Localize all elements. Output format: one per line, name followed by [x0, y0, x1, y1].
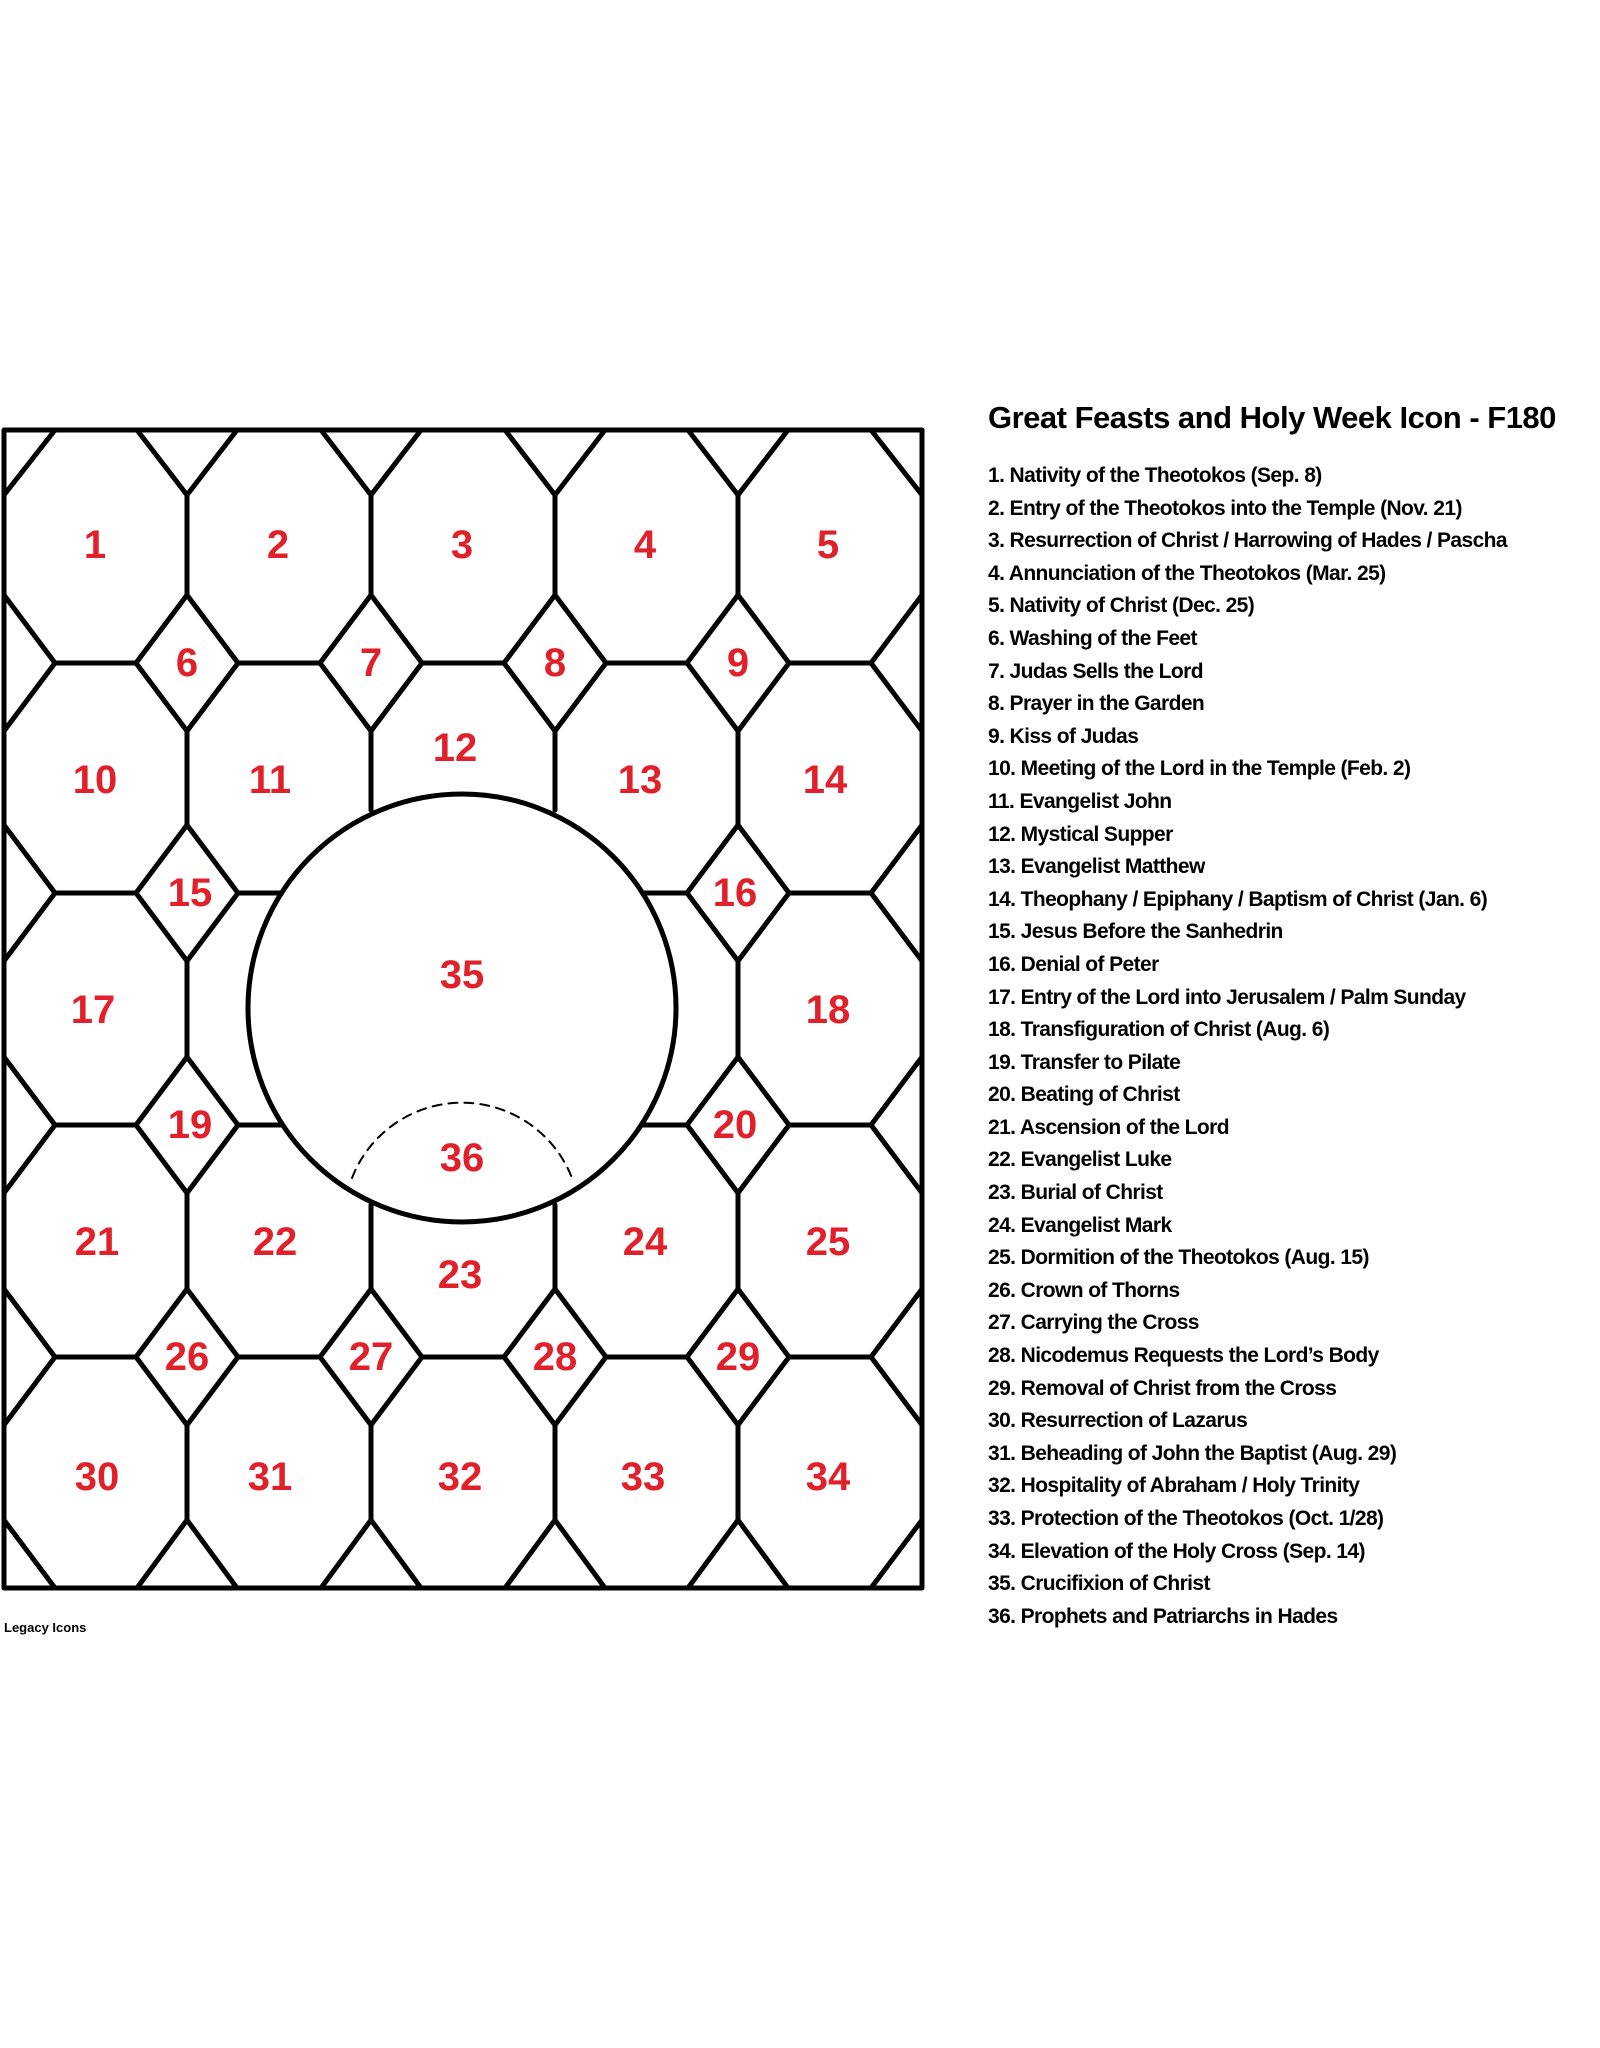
panel-number-16: 16: [712, 871, 758, 915]
panel-number-23: 23: [437, 1253, 483, 1297]
bottom-triangle-edge: [555, 1520, 605, 1588]
top-triangle-edge: [137, 430, 187, 495]
legend-item: 19. Transfer to Pilate: [988, 1050, 1181, 1074]
panel-number-29: 29: [715, 1335, 761, 1379]
legend-item: 14. Theophany / Epiphany / Baptism of Christ (Jan. 6): [988, 887, 1488, 911]
corner-edge: [4, 430, 55, 495]
legend-item: 18. Transfiguration of Christ (Aug. 6): [988, 1018, 1330, 1042]
top-triangle-edge: [555, 430, 605, 495]
legend-item: 29. Removal of Christ from the Cross: [988, 1376, 1337, 1400]
corner-edge: [871, 430, 922, 495]
side-notch: [4, 1357, 55, 1425]
panel-number-11: 11: [248, 758, 292, 802]
legend-item: 27. Carrying the Cross: [988, 1311, 1199, 1335]
side-notch: [4, 595, 55, 663]
legend-item: 13. Evangelist Matthew: [988, 855, 1205, 879]
top-triangle-edge: [321, 430, 371, 495]
legend-item: 11. Evangelist John: [988, 789, 1172, 813]
panel-number-3: 3: [450, 523, 474, 567]
panel-number-9: 9: [726, 641, 750, 685]
panel-number-17: 17: [70, 988, 116, 1032]
legend-item: 25. Dormition of the Theotokos (Aug. 15): [988, 1246, 1369, 1270]
bottom-triangle-edge: [738, 1520, 788, 1588]
side-notch: [871, 825, 922, 893]
panel-number-12: 12: [432, 726, 478, 770]
legend-item: 4. Annunciation of the Theotokos (Mar. 25): [988, 561, 1386, 585]
panel-number-34: 34: [805, 1455, 851, 1499]
top-triangle-edge: [505, 430, 555, 495]
legend-item: 5. Nativity of Christ (Dec. 25): [988, 594, 1255, 618]
panel-number-1: 1: [83, 523, 107, 567]
panel-number-31: 31: [247, 1455, 293, 1499]
legend-item: 30. Resurrection of Lazarus: [988, 1409, 1248, 1433]
top-triangle-edge: [738, 430, 788, 495]
top-triangle-edge: [187, 430, 237, 495]
panel-number-13: 13: [617, 758, 663, 802]
legend-item: 32. Hospitality of Abraham / Holy Trinity: [988, 1474, 1360, 1498]
legend-item: 16. Denial of Peter: [988, 952, 1159, 976]
panel-number-2: 2: [266, 523, 290, 567]
top-triangle-edge: [371, 430, 421, 495]
panel-number-30: 30: [74, 1455, 120, 1499]
panel-number-15: 15: [167, 871, 213, 915]
footer-credit: Legacy Icons: [4, 1620, 87, 1635]
legend-list: [988, 460, 1600, 1633]
bottom-triangle-edge: [688, 1520, 738, 1588]
legend-item: 9. Kiss of Judas: [988, 724, 1139, 748]
side-notch: [871, 893, 922, 961]
panel-number-7: 7: [359, 641, 383, 685]
legend-item: 1. Nativity of the Theotokos (Sep. 8): [988, 464, 1322, 487]
panel-number-20: 20: [712, 1103, 758, 1147]
icon-layout-diagram: [0, 0, 940, 1600]
side-notch: [871, 595, 922, 663]
panel-number-5: 5: [816, 523, 840, 567]
side-notch: [871, 1057, 922, 1125]
legend-item: 22. Evangelist Luke: [988, 1148, 1172, 1172]
legend-item: 34. Elevation of the Holy Cross (Sep. 14): [988, 1539, 1365, 1563]
legend-item: 36. Prophets and Patriarchs in Hades: [988, 1604, 1338, 1628]
side-notch: [4, 663, 55, 731]
bottom-triangle-edge: [187, 1520, 237, 1588]
side-notch: [4, 825, 55, 893]
side-notch: [871, 1289, 922, 1357]
panel-number-32: 32: [437, 1455, 483, 1499]
side-notch: [871, 663, 922, 731]
panel-number-28: 28: [532, 1335, 578, 1379]
legend-item: 28. Nicodemus Requests the Lord’s Body: [988, 1344, 1379, 1368]
legend-item: 33. Protection of the Theotokos (Oct. 1/28): [988, 1507, 1384, 1530]
panel-number-6: 6: [175, 641, 199, 685]
panel-number-8: 8: [543, 641, 567, 685]
legend-item: 12. Mystical Supper: [988, 822, 1173, 846]
panel-number-26: 26: [164, 1335, 210, 1379]
panel-number-10: 10: [72, 758, 118, 802]
legend-item: 15. Jesus Before the Sanhedrin: [988, 920, 1283, 944]
legend-item: 8. Prayer in the Garden: [988, 692, 1205, 716]
legend-item: 3. Resurrection of Christ / Harrowing of Hades / Pascha: [988, 529, 1507, 553]
legend-item: 20. Beating of Christ: [988, 1083, 1180, 1107]
panel-number-27: 27: [348, 1335, 394, 1379]
legend-item: 21. Ascension of the Lord: [988, 1115, 1229, 1139]
legend-item: 23. Burial of Christ: [988, 1181, 1163, 1205]
panel-number-14: 14: [802, 758, 848, 802]
top-triangle-edge: [688, 430, 738, 495]
bottom-triangle-edge: [371, 1520, 421, 1588]
bottom-triangle-edge: [321, 1520, 371, 1588]
legend-item: 26. Crown of Thorns: [988, 1278, 1180, 1302]
panel-number-21: 21: [74, 1220, 120, 1264]
panel-number-4: 4: [633, 523, 657, 567]
bottom-triangle-edge: [505, 1520, 555, 1588]
legend: [988, 400, 1600, 1633]
panel-outlines: [4, 430, 922, 1588]
side-notch: [871, 1357, 922, 1425]
panel-number-25: 25: [805, 1220, 851, 1264]
panel-number-35: 35: [439, 953, 485, 997]
legend-item: 6. Washing of the Feet: [988, 626, 1197, 650]
legend-item: 10. Meeting of the Lord in the Temple (Feb. 2): [988, 757, 1411, 781]
side-notch: [871, 1125, 922, 1193]
legend-item: 7. Judas Sells the Lord: [988, 659, 1203, 683]
legend-item: 17. Entry of the Lord into Jerusalem / Palm Sunday: [988, 985, 1466, 1009]
panel-number-33: 33: [620, 1455, 666, 1499]
side-notch: [4, 1289, 55, 1357]
legend-item: 35. Crucifixion of Christ: [988, 1572, 1210, 1596]
corner-edge: [871, 1520, 922, 1588]
bottom-triangle-edge: [137, 1520, 187, 1588]
panel-number-18: 18: [805, 988, 851, 1032]
panel-number-24: 24: [622, 1220, 668, 1264]
panel-number-19: 19: [167, 1103, 213, 1147]
panel-number-22: 22: [252, 1220, 298, 1264]
legend-item: 24. Evangelist Mark: [988, 1213, 1172, 1237]
corner-edge: [4, 1520, 55, 1588]
side-notch: [4, 1125, 55, 1193]
panel-number-36: 36: [439, 1136, 485, 1180]
side-notch: [4, 1057, 55, 1125]
legend-title: Great Feasts and Holy Week Icon - F180: [988, 400, 1556, 435]
side-notch: [4, 893, 55, 961]
legend-item: 31. Beheading of John the Baptist (Aug. 29): [988, 1441, 1397, 1465]
legend-item: 2. Entry of the Theotokos into the Temple (Nov. 21): [988, 496, 1462, 520]
